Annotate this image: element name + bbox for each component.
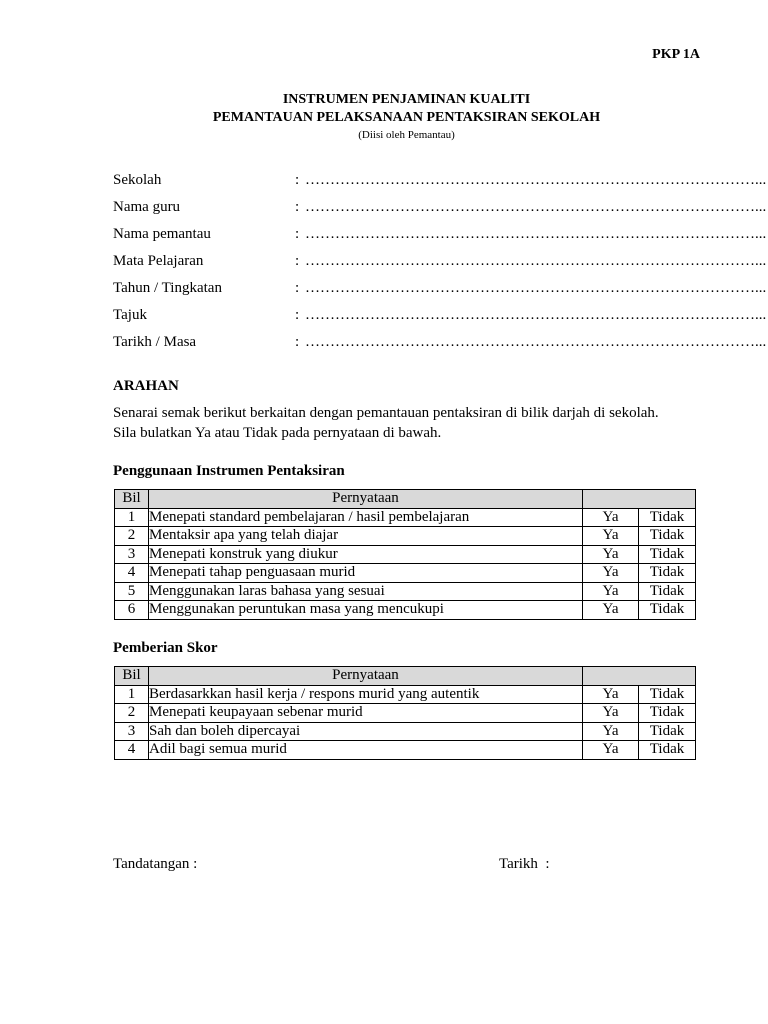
option-ya: Ya — [583, 545, 639, 564]
header-bil: Bil — [115, 667, 149, 686]
table-row — [115, 582, 696, 601]
option-tidak: Tidak — [639, 704, 696, 723]
table-row — [115, 722, 696, 741]
row-statement: Menepati keupayaan sebenar murid — [149, 704, 583, 723]
table-header-row — [115, 667, 696, 686]
row-number: 1 — [115, 508, 149, 527]
option-ya: Ya — [583, 601, 639, 620]
form-separator: : — [295, 199, 300, 215]
table-row — [115, 601, 696, 620]
form-fill-line: ………………………………………………………………………………... — [305, 280, 767, 296]
form-fill-line: ………………………………………………………………………………... — [305, 253, 767, 269]
option-tidak: Tidak — [639, 508, 696, 527]
row-number: 2 — [115, 527, 149, 546]
option-tidak: Tidak — [639, 741, 696, 760]
table-row — [115, 564, 696, 583]
form-label: Nama guru — [113, 199, 181, 215]
row-number: 4 — [115, 741, 149, 760]
form-label: Tarikh / Masa — [113, 334, 197, 350]
row-number: 1 — [115, 685, 149, 704]
table-row — [115, 704, 696, 723]
form-label: Tajuk — [113, 307, 147, 323]
subtitle: (Diisi oleh Pemantau) — [358, 129, 455, 141]
form-label: Nama pemantau — [113, 226, 211, 242]
row-statement: Menggunakan laras bahasa yang sesuai — [149, 582, 583, 601]
option-ya: Ya — [583, 685, 639, 704]
header-statement: Pernyataan — [149, 667, 583, 686]
form-fill-line: ………………………………………………………………………………... — [305, 172, 767, 188]
header-answer — [583, 667, 696, 686]
form-fill-line: ………………………………………………………………………………... — [305, 307, 767, 323]
row-number: 4 — [115, 564, 149, 583]
option-ya: Ya — [583, 722, 639, 741]
row-statement: Mentaksir apa yang telah diajar — [149, 527, 583, 546]
option-tidak: Tidak — [639, 601, 696, 620]
form-row-nama-guru — [113, 194, 767, 221]
table-row — [115, 527, 696, 546]
form-fill-line: ………………………………………………………………………………... — [305, 334, 767, 350]
option-ya: Ya — [583, 741, 639, 760]
form-row-tahun-tingkatan — [113, 275, 767, 302]
option-ya: Ya — [583, 564, 639, 583]
row-statement: Berdasarkkan hasil kerja / respons murid yang autentik — [149, 685, 583, 704]
form-separator: : — [295, 307, 300, 323]
form-separator: : — [295, 334, 300, 350]
option-tidak: Tidak — [639, 722, 696, 741]
form-separator: : — [295, 226, 300, 242]
row-number: 6 — [115, 601, 149, 620]
form-label: Tahun / Tingkatan — [113, 280, 222, 296]
form-fields — [113, 167, 767, 356]
row-statement: Adil bagi semua murid — [149, 741, 583, 760]
row-number: 5 — [115, 582, 149, 601]
form-row-nama-pemantau — [113, 221, 767, 248]
instructions-line: Senarai semak berikut berkaitan dengan pemantauan pentaksiran di bilik darjah di sekolah. — [113, 405, 659, 421]
option-ya: Ya — [583, 508, 639, 527]
form-fill-line: ………………………………………………………………………………... — [305, 199, 767, 215]
checklist-table — [114, 489, 696, 620]
checklist-table — [114, 666, 696, 760]
option-tidak: Tidak — [639, 685, 696, 704]
form-separator: : — [295, 172, 300, 188]
signature-label: Tandatangan : — [113, 856, 198, 872]
row-statement: Menggunakan peruntukan masa yang mencukupi — [149, 601, 583, 620]
row-statement: Menepati konstruk yang diukur — [149, 545, 583, 564]
instructions-heading: ARAHAN — [113, 378, 179, 394]
table-row — [115, 741, 696, 760]
form-row-sekolah — [113, 167, 767, 194]
row-statement: Menepati tahap penguasaan murid — [149, 564, 583, 583]
row-number: 2 — [115, 704, 149, 723]
header-answer — [583, 490, 696, 509]
table-row — [115, 508, 696, 527]
form-row-tarikh-masa — [113, 329, 767, 356]
table-header-row — [115, 490, 696, 509]
instructions-line: Sila bulatkan Ya atau Tidak pada pernyataan di bawah. — [113, 425, 442, 441]
section-heading: Penggunaan Instrumen Pentaksiran — [113, 463, 345, 479]
option-tidak: Tidak — [639, 527, 696, 546]
row-number: 3 — [115, 722, 149, 741]
option-ya: Ya — [583, 704, 639, 723]
header-statement: Pernyataan — [149, 490, 583, 509]
title-line-2: PEMANTAUAN PELAKSANAAN PENTAKSIRAN SEKOLAH — [212, 110, 601, 125]
option-tidak: Tidak — [639, 582, 696, 601]
form-row-tajuk — [113, 302, 767, 329]
option-ya: Ya — [583, 582, 639, 601]
row-statement: Sah dan boleh dipercayai — [149, 722, 583, 741]
form-row-mata-pelajaran — [113, 248, 767, 275]
document-code: PKP 1A — [652, 47, 700, 62]
option-tidak: Tidak — [639, 545, 696, 564]
section-heading: Pemberian Skor — [113, 640, 218, 656]
row-statement: Menepati standard pembelajaran / hasil pembelajaran — [149, 508, 583, 527]
form-fill-line: ………………………………………………………………………………... — [305, 226, 767, 242]
form-label: Sekolah — [113, 172, 162, 188]
form-separator: : — [295, 253, 300, 269]
title-line-1: INSTRUMEN PENJAMINAN KUALITI — [282, 92, 531, 107]
option-tidak: Tidak — [639, 564, 696, 583]
header-bil: Bil — [115, 490, 149, 509]
option-ya: Ya — [583, 527, 639, 546]
table-row — [115, 685, 696, 704]
row-number: 3 — [115, 545, 149, 564]
date-label: Tarikh : — [499, 856, 550, 872]
form-label: Mata Pelajaran — [113, 253, 204, 269]
form-separator: : — [295, 280, 300, 296]
table-row — [115, 545, 696, 564]
